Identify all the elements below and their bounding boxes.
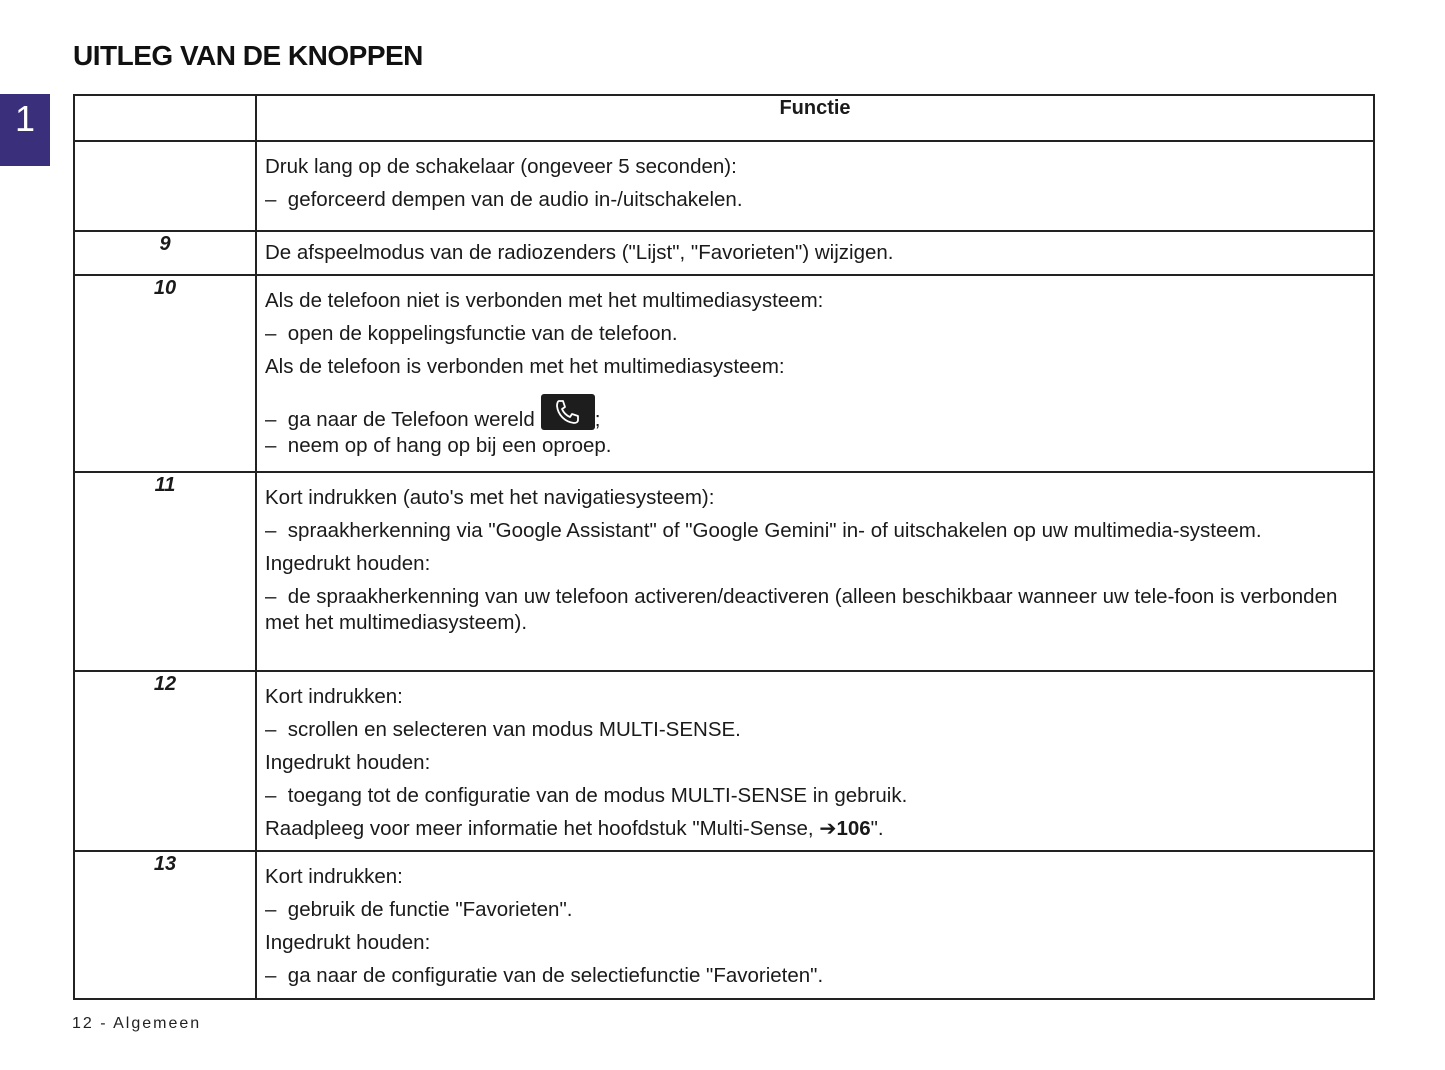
row-description (256, 141, 1374, 231)
table-row (74, 851, 1374, 999)
description-line: Als de telefoon niet is verbonden met het multimediasysteem: (265, 289, 824, 312)
button-function-table (73, 94, 1375, 1000)
description-line: Ingedrukt houden: (265, 751, 431, 774)
arrow-right-icon: ➔ (819, 817, 837, 840)
table-row (74, 141, 1374, 231)
row-description (256, 851, 1374, 999)
table-row (74, 671, 1374, 851)
description-bullet: – open de koppelingsfunctie van de telefoon. (265, 321, 1365, 347)
row-number: 11 (74, 472, 256, 671)
row-description (256, 671, 1374, 851)
row-number: 10 (74, 275, 256, 472)
table-row (74, 275, 1374, 472)
description-line: Kort indrukken: (265, 865, 403, 888)
description-bullet (265, 394, 1365, 433)
description-line: Druk lang op de schakelaar (ongeveer 5 seconden): (265, 155, 737, 178)
row-number: 9 (74, 231, 256, 275)
description-bullet: – neem op of hang op bij een oproep. (265, 433, 1365, 459)
row-number: 13 (74, 851, 256, 999)
description-text: ; (594, 408, 601, 431)
description-line: Kort indrukken: (265, 685, 403, 708)
description-line (265, 816, 1365, 842)
header-function-cell: Functie (256, 95, 1374, 141)
table-row (74, 231, 1374, 275)
description-bullet: – geforceerd dempen van de audio in-/uitschakelen. (265, 187, 1365, 213)
page-footer: 12 - Algemeen (72, 1015, 202, 1032)
description-line: Ingedrukt houden: (265, 552, 431, 575)
description-text: ga naar de Telefoon wereld (287, 408, 535, 431)
description-line: De afspeelmodus van de radiozenders ("Lijst", "Favorieten") wijzigen. (265, 241, 894, 264)
header-number-cell (74, 95, 256, 141)
description-bullet: – ga naar de configuratie van de selectiefunctie "Favorieten". (265, 963, 1365, 989)
chapter-tab (0, 94, 50, 166)
description-bullet: – gebruik de functie "Favorieten". (265, 897, 1365, 923)
phone-icon (541, 394, 595, 430)
row-number (74, 141, 256, 231)
description-text: ". (870, 817, 884, 840)
row-description (256, 231, 1374, 275)
description-line: Als de telefoon is verbonden met het multimediasysteem: (265, 355, 785, 378)
description-bullet: – de spraakherkenning van uw telefoon activeren/deactiveren (alleen beschikbaar wanneer uw tele-foon is verbonden met het multimediasysteem). (265, 584, 1365, 636)
description-text: Raadpleeg voor meer informatie het hoofdstuk "Multi-Sense, (265, 817, 814, 840)
row-number: 12 (74, 671, 256, 851)
description-line: Kort indrukken (auto's met het navigatiesysteem): (265, 486, 715, 509)
description-line: Ingedrukt houden: (265, 931, 431, 954)
row-description (256, 472, 1374, 671)
description-bullet: – toegang tot de configuratie van de modus MULTI-SENSE in gebruik. (265, 783, 1365, 809)
description-bullet: – spraakherkenning via "Google Assistant" of "Google Gemini" in- of uitschakelen op uw multimedia-systeem. (265, 518, 1365, 544)
table-row (74, 472, 1374, 671)
page-title: UITLEG VAN DE KNOPPEN (73, 40, 423, 71)
description-bullet: – scrollen en selecteren van modus MULTI-SENSE. (265, 717, 1365, 743)
row-description (256, 275, 1374, 472)
chapter-number: 1 (14, 98, 36, 139)
table-header-row (74, 95, 1374, 141)
page-reference-link[interactable]: 106 (836, 817, 871, 840)
